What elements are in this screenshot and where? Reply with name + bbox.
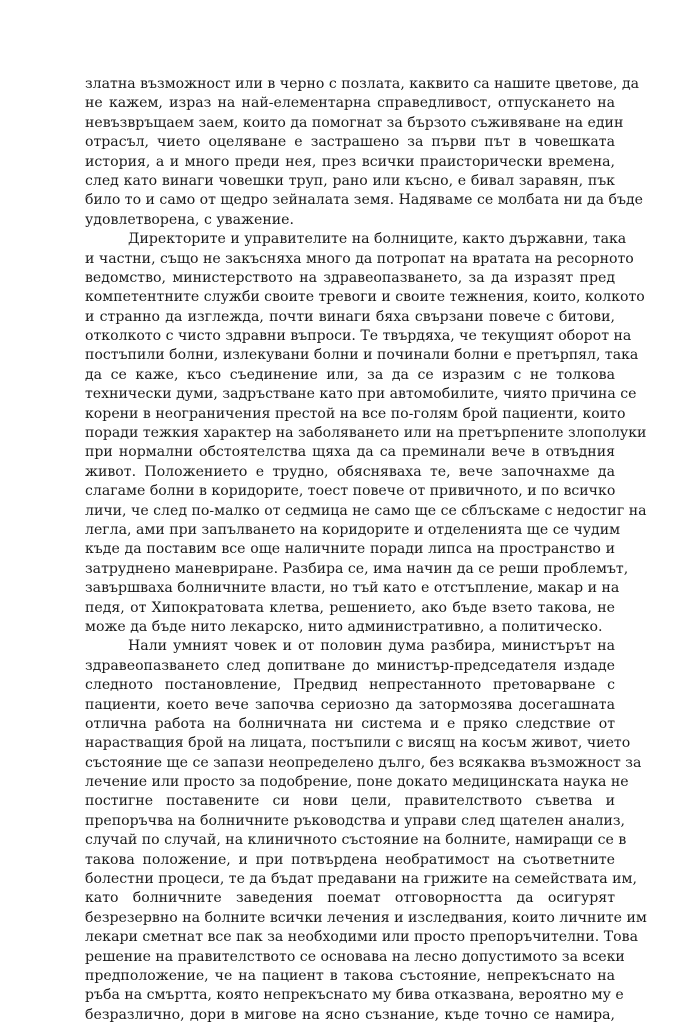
text-line: предположение, че на пациент в такова състояние, непрекъснато на <box>85 967 615 984</box>
text-line: и странно да изглежда, почти винаги бяха свързани повече с битови, <box>85 308 615 325</box>
text-line: слагаме болни в коридорите, тоест повече от привичното, и по всичко <box>85 483 616 500</box>
text-line: било то и само от щедро зейналата земя. Надяваме се молбата ни да бъде <box>85 192 643 209</box>
text-line: ведомство, министерството на здравеопазването, за да изразят пред <box>85 269 615 286</box>
text-line: лекари сметнат все пак за необходими или просто препоръчителни. Това <box>85 929 638 946</box>
text-line: следното постановление, Предвид непрестанното претоварване с <box>85 677 615 694</box>
text-line: завършваха болничните власти, но тъй като е отстъпление, макар и на <box>85 580 620 597</box>
text-line: решение на правителството се основава на лесно допустимото за всеки <box>85 948 625 965</box>
text-line: корени в неограничения престой на все по-голям брой пациенти, които <box>85 405 626 422</box>
text-line: Директорите и управителите на болниците, както държавни, така <box>128 231 627 248</box>
text-line: поради тежкия характер на заболяването или на претърпените злополуки <box>85 425 647 442</box>
text-line: такова положение, и при потвърдена необратимост на съответните <box>85 851 615 868</box>
text-line: живот. Положението е трудно, обясняваха те, вече започнахме да <box>85 463 615 480</box>
text-line: може да бъде нито лекарско, нито административно, а политическо. <box>85 618 603 635</box>
text-line: състояние ще се запази неопределено дълго, без всякаква възможност за <box>85 754 642 771</box>
text-line: златна възможност или в черно с позлата, каквито са нашите цветове, да <box>85 76 640 92</box>
text-line: затрудненo маневриране. Разбира се, има начин да се реши проблемът, <box>85 560 629 577</box>
text-line: постъпили болни, излекувани болни и починали болни е претърпял, така <box>85 347 639 364</box>
text-line: невъзвръщаем заем, които да помогнат за бързото съживяване на един <box>85 114 624 131</box>
text-line: постигне поставените си нови цели, правителството съветва и <box>85 793 615 810</box>
text-line: отколкото с чисто здравни въпроси. Те твърдяха, че текущият оборот на <box>85 328 632 345</box>
text-line: нарастващия брой на лицата, постъпили с висящ на косъм живот, чието <box>85 735 631 752</box>
text-line: при нормални обстоятелства щяха да са преминали вече в отвъдния <box>85 444 615 461</box>
text-line: ръба на смъртта, която непрекъснато му бива отказвана, вероятно му е <box>85 987 624 1004</box>
text-line: безразлично, дори в мигове на ясно съзнание, къде точно се намира, <box>85 1006 615 1023</box>
text-line: да се каже, късо съединение или, за да се изразим с не толкова <box>85 366 615 383</box>
text-line: къде да поставим все още наличните поради липса на пространство и <box>85 541 615 558</box>
text-line: Нали умният човек и от половин дума разбира, министърът на <box>128 638 615 655</box>
body-text <box>85 75 647 1025</box>
text-line: случай по случай, на клиничното състояние на болните, намиращи се в <box>85 832 627 849</box>
text-line: отрасъл, чието оцеляване е застрашено за първи път в човешката <box>85 134 615 151</box>
text-line: педя, от Хипократовата клетва, решението, ако бъде взето такова, не <box>85 599 615 616</box>
text-line: болестни процеси, те да бъдат предавани на грижите на семействата им, <box>85 871 638 888</box>
text-line: безрезервно на болните всички лечения и изследвания, които личните им <box>85 909 647 926</box>
text-line: личи, че след по-малко от седмица не само ще се сблъскаме с недостиг на <box>85 502 647 519</box>
text-line: отлична работа на болничната ни система и е пряко следствие от <box>85 715 615 732</box>
text-line: удовлетворена, с уважение. <box>85 211 294 228</box>
text-line: легла, ами при запълването на коридорите и отделенията ще се чудим <box>85 521 621 538</box>
text-line: история, а и много преди нея, през всички праисторически времена, <box>85 153 615 170</box>
text-line: здравеопазването след допитване до министър-председателя издаде <box>85 657 615 674</box>
text-line: препоръчва на болничните ръководства и управи след щателен анализ, <box>85 812 626 829</box>
text-line: след като винаги човешки труп, рано или късно, е бивал заравян, пък <box>85 172 615 189</box>
text-line: не кажем, израз на най-елементарна справедливост, отпускането на <box>85 95 615 112</box>
text-line: лечение или просто за подобрение, поне докато медицинската наука не <box>85 774 629 791</box>
text-line: и частни, също не закъсняха много да потропат на вратата на ресорното <box>85 250 634 267</box>
text-line: като болничните заведения поемат отговорността да осигурят <box>85 890 615 907</box>
text-line: пациенти, което вече започва сериозно да затормозява досегашната <box>85 696 615 713</box>
text-line: компетентните служби своите тревоги и своите тежнения, които, колкото <box>85 289 645 306</box>
text-line: технически думи, задръстване като при автомобилите, чиято причина се <box>85 386 637 403</box>
